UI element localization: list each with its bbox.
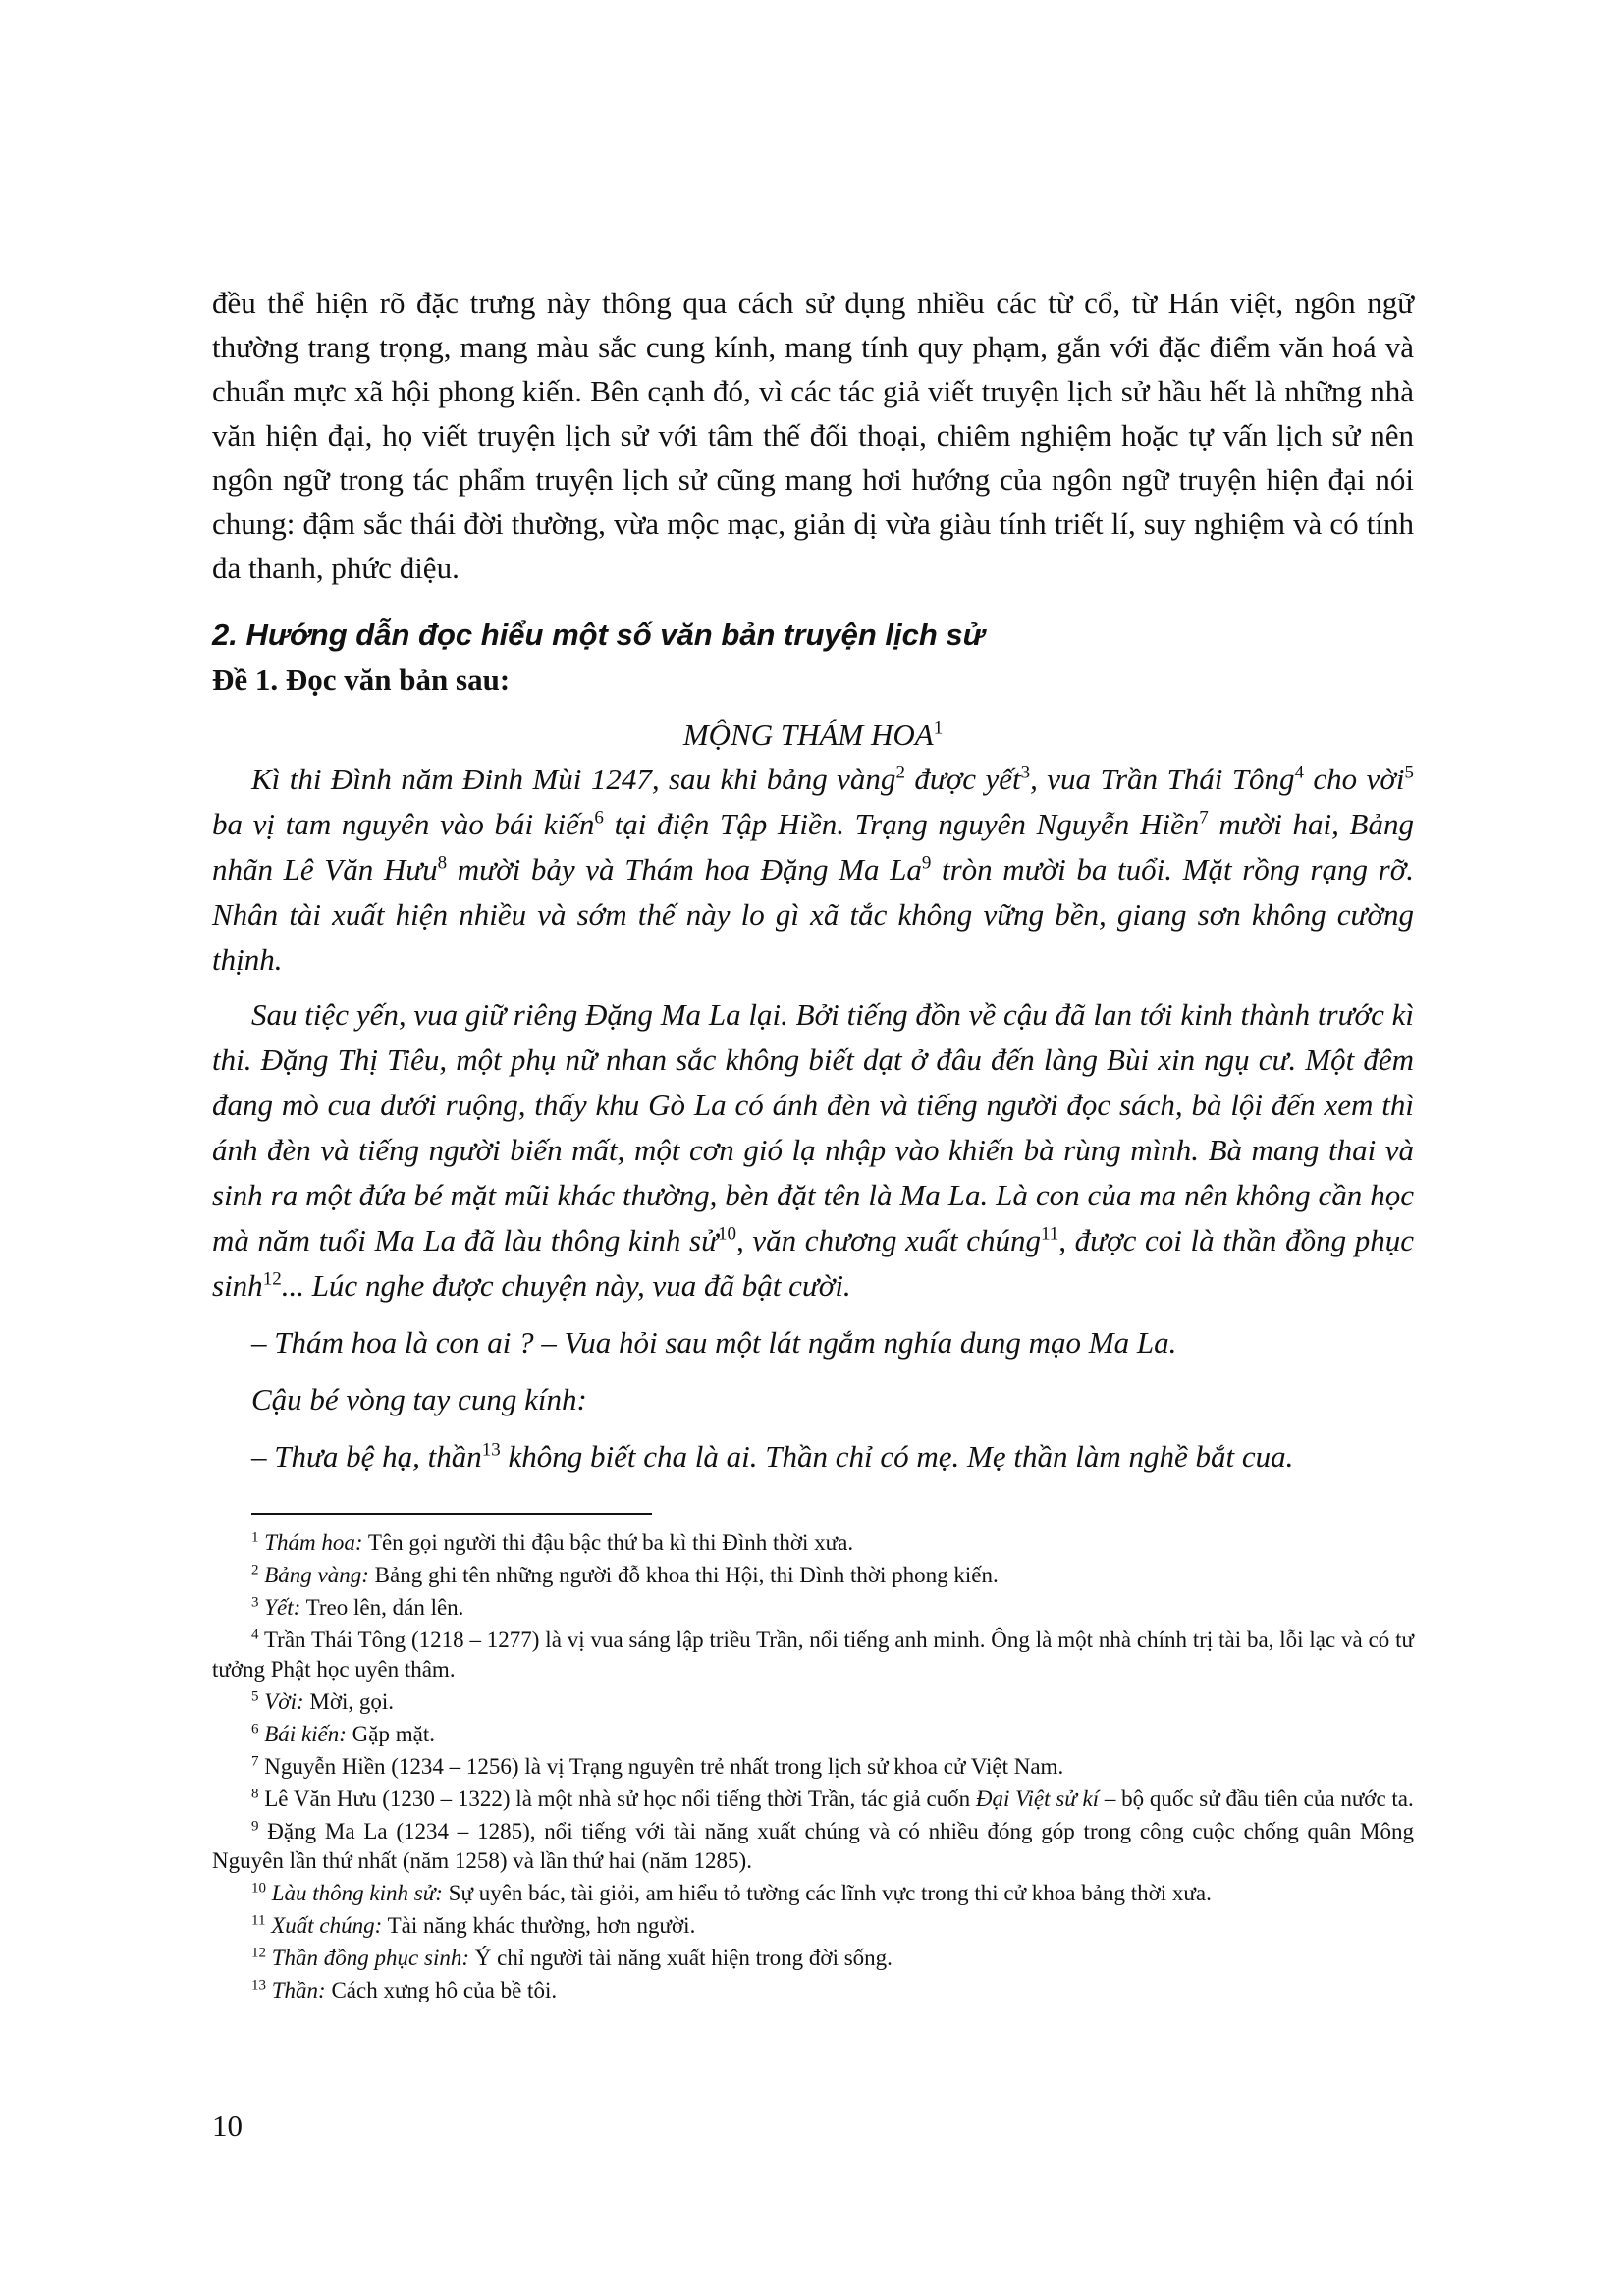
- footnote-text: Bảng ghi tên những người đỗ khoa thi Hội, thi Đình thời phong kiến.: [368, 1563, 999, 1587]
- footnote-ref: 4: [1294, 762, 1304, 783]
- footnote-item: [212, 1817, 1414, 1876]
- text-run: – Thám hoa là con ai ? – Vua hỏi sau một lát ngắm nghía dung mạo Ma La.: [251, 1325, 1177, 1360]
- footnote-number: 9: [251, 1818, 259, 1835]
- text-run: , được coi là thần đồng phục sinh: [212, 1223, 1414, 1303]
- footnote-ref: 3: [1020, 762, 1031, 783]
- footnote-item: [212, 1528, 1414, 1558]
- footnote-item: [212, 1561, 1414, 1590]
- text-run: – Thưa bệ hạ, thần: [251, 1439, 482, 1473]
- footnote-item: [212, 1687, 1414, 1717]
- text-run: được yết: [904, 762, 1021, 796]
- text-run: mười hai, Bảng nhãn Lê Văn Hưu: [212, 807, 1414, 886]
- text-run: ba vị tam nguyên vào bái kiến: [212, 807, 595, 841]
- footnote-item: [212, 1976, 1414, 2005]
- footnote-ref: 7: [1199, 807, 1209, 828]
- footnote-book-title: Đại Việt sử kí: [975, 1787, 1100, 1811]
- footnote-divider: [251, 1513, 652, 1515]
- footnote-text: Cách xưng hô của bề tôi.: [325, 1978, 558, 2002]
- footnote-term: Yết:: [264, 1595, 301, 1620]
- story-paragraph-1: [212, 757, 1414, 983]
- text-run: Kì thi Đình năm Đinh Mùi 1247, sau khi bảng vàng: [251, 762, 896, 796]
- footnote-item: [212, 1944, 1414, 1973]
- footnote-text: Sự uyên bác, tài giỏi, am hiểu tỏ tường các lĩnh vực trong thi cử khoa bảng thời xưa.: [442, 1881, 1212, 1905]
- text-run: không biết cha là ai. Thần chỉ có mẹ. Mẹ thần làm nghề bắt cua.: [500, 1439, 1294, 1473]
- footnote-number: 2: [251, 1562, 259, 1578]
- footnote-term: Bảng vàng:: [264, 1563, 369, 1587]
- footnote-number: 11: [251, 1912, 266, 1929]
- section-heading: 2. Hướng dẫn đọc hiểu một số văn bản truyện lịch sử: [212, 617, 985, 652]
- footnote-ref: 1: [933, 718, 944, 739]
- footnote-ref: 9: [921, 852, 932, 874]
- footnote-number: 3: [251, 1594, 259, 1611]
- exercise-title: Đề 1. Đọc văn bản sau:: [212, 663, 511, 697]
- footnote-number: 4: [251, 1627, 259, 1643]
- footnotes: [212, 1528, 1414, 2005]
- page-number: 10: [212, 2109, 243, 2143]
- footnote-item: [212, 1879, 1414, 1908]
- footnote-item: [212, 1593, 1414, 1623]
- footnote-text: Nguyễn Hiền (1234 – 1256) là vị Trạng nguyên trẻ nhất trong lịch sử khoa cử Việt Nam.: [264, 1754, 1064, 1779]
- text-run: Cậu bé vòng tay cung kính:: [251, 1382, 587, 1416]
- text-run: cho vời: [1303, 762, 1405, 796]
- footnote-text: Trần Thái Tông (1218 – 1277) là vị vua sáng lập triều Trần, nổi tiếng anh minh. Ông là một nhà chính trị tài ba, lỗi lạc và có tư tưởng Phật học uyên thâm.: [212, 1628, 1414, 1682]
- footnote-text: Tên gọi người thi đậu bậc thứ ba kì thi Đình thời xưa.: [362, 1530, 854, 1555]
- footnote-number: 5: [251, 1688, 259, 1705]
- story-title: [212, 714, 1414, 757]
- footnote-number: 6: [251, 1721, 259, 1737]
- footnote-number: 8: [251, 1786, 259, 1802]
- footnote-ref: 8: [437, 852, 448, 874]
- footnote-ref: 11: [1040, 1223, 1059, 1245]
- footnote-ref: 5: [1404, 762, 1414, 783]
- footnote-ref: 13: [481, 1439, 501, 1461]
- footnote-text: Đặng Ma La (1234 – 1285), nổi tiếng với tài năng xuất chúng và có nhiều đóng góp trong công cuộc chống quân Mông Nguyên lần thứ nhất (năm 1258) và lần thứ hai (năm 1285).: [212, 1819, 1414, 1873]
- footnote-term: Làu thông kinh sử:: [271, 1881, 443, 1905]
- footnote-term: Thần:: [271, 1978, 326, 2002]
- dialogue-line-1: [251, 1320, 1414, 1365]
- footnote-text: Gặp mặt.: [346, 1722, 435, 1746]
- footnote-ref: 12: [262, 1268, 282, 1290]
- footnote-term: Vời:: [264, 1689, 304, 1714]
- footnote-number: 13: [251, 1977, 266, 1994]
- text-run: Sau tiệc yến, vua giữ riêng Đặng Ma La lại. Bởi tiếng đồn về cậu đã lan tới kinh thành trước kì thi. Đặng Thị Tiêu, một phụ nữ nhan sắc không biết dạt ở đâu đến làng Bùi xin ngụ cư. Một đêm đang mò cua dưới ruộng, thấy khu Gò La có ánh đèn và tiếng người đọc sách, bà lội đến xem thì ánh đèn và tiếng người biến mất, một cơn gió lạ nhập vào khiến bà rùng mình. Bà mang thai và sinh ra một đứa bé mặt mũi khác thường, bèn đặt tên là Ma La. Là con của ma nên không cần học mà năm tuổi Ma La đã làu thông kinh sử: [212, 997, 1414, 1257]
- footnote-text: – bộ quốc sử đầu tiên của nước ta.: [1099, 1787, 1414, 1811]
- text-run: mười bảy và Thám hoa Đặng Ma La: [447, 852, 922, 886]
- footnote-number: 12: [251, 1945, 266, 1961]
- footnote-term: Thần đồng phục sinh:: [271, 1946, 469, 1970]
- footnote-term: Bái kiến:: [264, 1722, 347, 1746]
- story-title-text: MỘNG THÁM HOA: [682, 718, 934, 752]
- text-run: tại điện Tập Hiền. Trạng nguyên Nguyễn Hiền: [603, 807, 1200, 841]
- text-run: ... Lúc nghe được chuyện này, vua đã bật cười.: [281, 1268, 851, 1303]
- footnote-number: 10: [251, 1880, 266, 1896]
- footnote-item: [212, 1752, 1414, 1782]
- footnote-item: [212, 1785, 1414, 1814]
- story-paragraph-2: [212, 992, 1414, 1308]
- dialogue-line-2: [251, 1377, 1414, 1422]
- footnote-item: [212, 1626, 1414, 1684]
- text-run: , văn chương xuất chúng: [736, 1223, 1041, 1257]
- page-content: [212, 281, 1414, 2008]
- footnote-text: Mời, gọi.: [303, 1689, 395, 1714]
- footnote-text: Ý chỉ người tài năng xuất hiện trong đời sống.: [469, 1946, 893, 1970]
- intro-paragraph: đều thể hiện rõ đặc trưng này thông qua cách sử dụng nhiều các từ cổ, từ Hán việt, ngôn ngữ thường trang trọng, mang màu sắc cung kính, mang tính quy phạm, gắn với đặc điểm văn hoá và chuẩn mực xã hội phong kiến. Bên cạnh đó, vì các tác giả viết truyện lịch sử hầu hết là những nhà văn hiện đại, họ viết truyện lịch sử với tâm thế đối thoại, chiêm nghiệm hoặc tự vấn lịch sử nên ngôn ngữ trong tác phẩm truyện lịch sử cũng mang hơi hướng của ngôn ngữ truyện hiện đại nói chung: đậm sắc thái đời thường, vừa mộc mạc, giản dị vừa giàu tính triết lí, suy nghiệm và có tính đa thanh, phức điệu.: [212, 286, 1414, 585]
- text-run: , vua Trần Thái Tông: [1030, 762, 1295, 796]
- footnote-item: [212, 1911, 1414, 1941]
- footnote-ref: 2: [895, 762, 905, 783]
- footnote-ref: 10: [718, 1223, 736, 1245]
- footnote-text: Tài năng khác thường, hơn người.: [382, 1913, 696, 1938]
- dialogue-line-3: [251, 1434, 1414, 1479]
- footnote-number: 7: [251, 1753, 259, 1770]
- footnote-item: [212, 1720, 1414, 1749]
- footnote-text: Lê Văn Hưu (1230 – 1322) là một nhà sử học nổi tiếng thời Trần, tác giả cuốn: [264, 1787, 976, 1811]
- footnote-term: Thám hoa:: [264, 1530, 363, 1555]
- footnote-number: 1: [251, 1529, 259, 1546]
- text-run: tròn mười ba tuổi. Mặt rồng rạng rỡ. Nhân tài xuất hiện nhiều và sớm thế này lo gì xã tắc không vững bền, giang sơn không cường thịnh.: [212, 852, 1414, 977]
- footnote-term: Xuất chúng:: [271, 1913, 383, 1938]
- footnote-text: Treo lên, dán lên.: [300, 1595, 464, 1620]
- footnote-ref: 6: [594, 807, 604, 828]
